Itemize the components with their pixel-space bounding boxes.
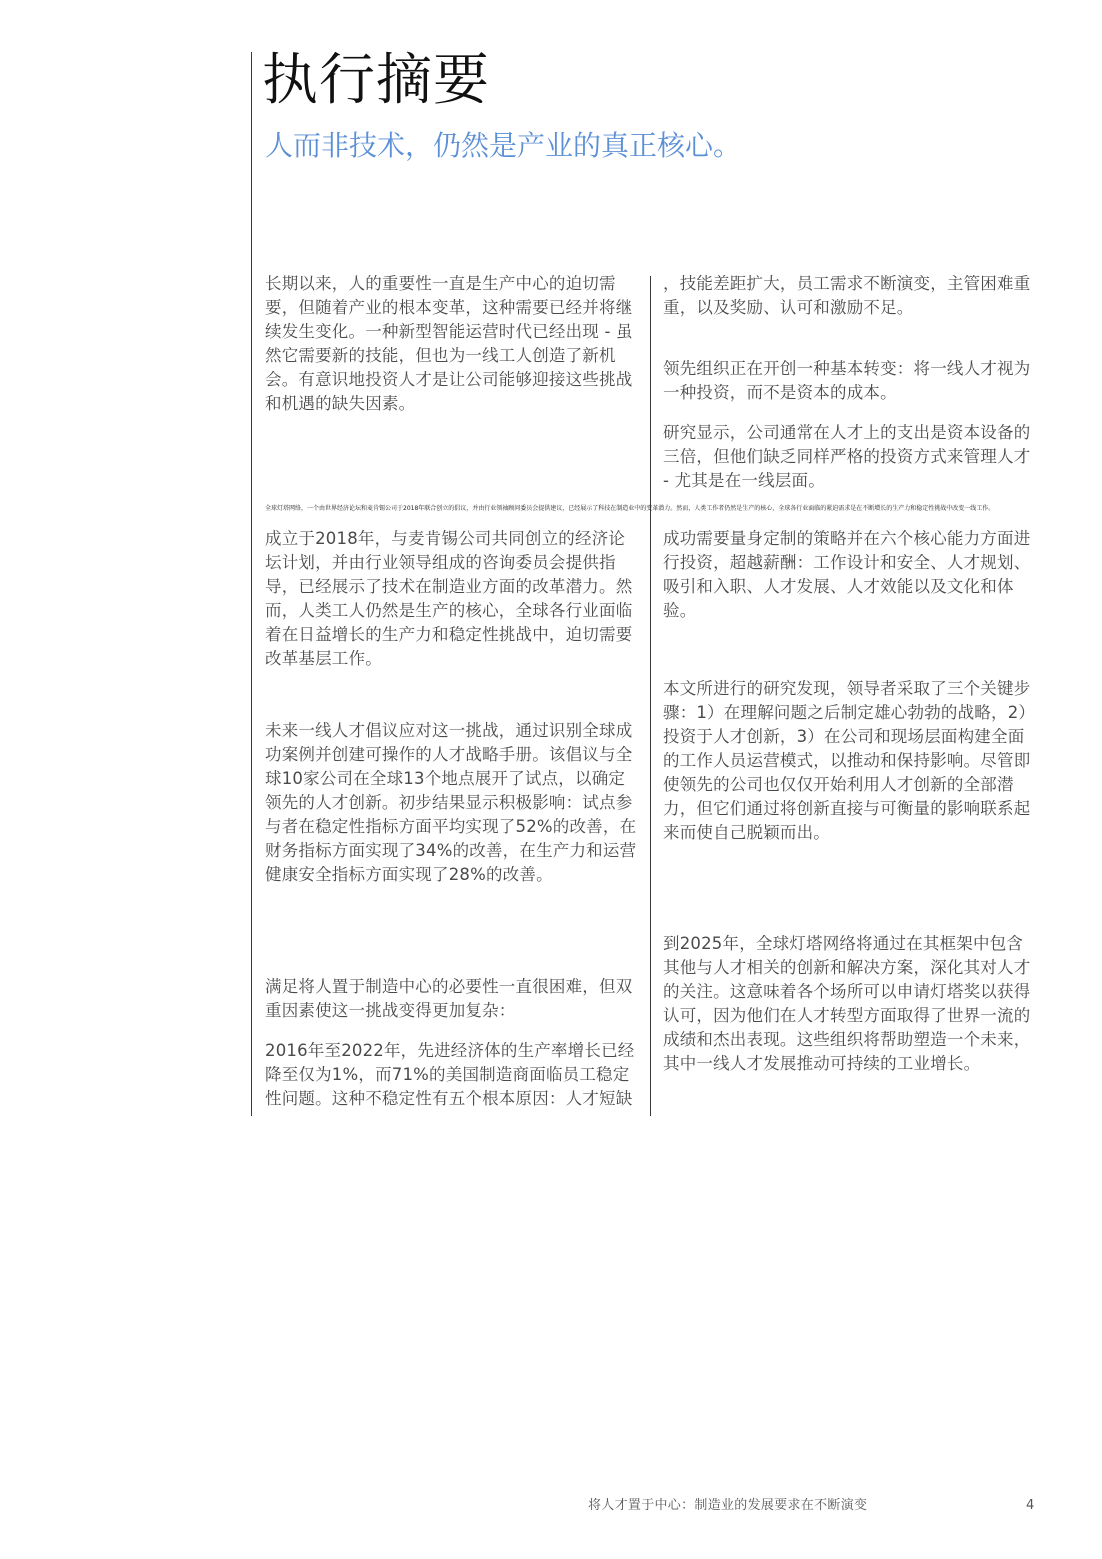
left-vertical-rule bbox=[251, 52, 252, 1116]
right-paragraph-5: 本文所进行的研究发现，领导者采取了三个关键步骤：1）在理解问题之后制定雄心勃勃的战略，2）投资于人才创新，3）在公司和现场层面构建全面的工作人员运营模式，以推动和保持影响。尽管即使领先的公司也仅仅开始利用人才创新的全部潜力，但它们通过将创新直接与可衡量的影响联系起来而使自己脱颖而出。 bbox=[663, 679, 1031, 842]
page-number: 4 bbox=[1026, 1498, 1035, 1513]
right-paragraph-6: 到2025年，全球灯塔网络将通过在其框架中包含其他与人才相关的创新和解决方案，深化其对人才的关注。这意味着各个场所可以申请灯塔奖以获得认可，因为他们在人才转型方面取得了世界一流的成绩和杰出表现。这些组织将帮助塑造一个未来，其中一线人才发展推动可持续的工业增长。 bbox=[663, 934, 1031, 1073]
right-paragraph-1: ，技能差距扩大，员工需求不断演变，主管困难重重，以及奖励、认可和激励不足。 bbox=[663, 274, 1031, 317]
right-paragraph-4: 成功需要量身定制的策略并在六个核心能力方面进行投资，超越薪酬：工作设计和安全、人才规划、吸引和入职、人才发展、人才效能以及文化和体验。 bbox=[663, 529, 1031, 620]
page-title: 执行摘要 bbox=[262, 48, 490, 113]
left-paragraph-5: 2016年至2022年，先进经济体的生产率增长已经降至仅为1%，而71%的美国制造商面临员工稳定性问题。这种不稳定性有五个根本原因：人才短缺 bbox=[265, 1041, 635, 1108]
footnote: 全球灯塔网络，一个由世界经济论坛和麦肯锡公司于2018年联合创立的倡议，并由行业领袖顾问委员会提供建议，已经展示了科技在制造业中的变革潜力。然而，人类工作者仍然是生产的核心，全球各行业面临的紧迫需求是在不断增长的生产力和稳定性挑战中改变一线工作。 bbox=[265, 505, 995, 512]
left-paragraph-3: 未来一线人才倡议应对这一挑战，通过识别全球成功案例并创建可操作的人才战略手册。该倡议与全球10家公司在全球13个地点展开了试点，以确定领先的人才创新。初步结果显示积极影响：试点参与者在稳定性指标方面平均实现了52%的改善，在财务指标方面实现了34%的改善，在生产力和运营健康安全指标方面实现了28%的改善。 bbox=[265, 721, 637, 884]
right-paragraph-2: 领先组织正在开创一种基本转变：将一线人才视为一种投资，而不是资本的成本。 bbox=[663, 359, 1031, 402]
footer-text: 将人才置于中心：制造业的发展要求在不断演变 bbox=[588, 1498, 868, 1513]
right-paragraph-3: 研究显示，公司通常在人才上的支出是资本设备的三倍，但他们缺乏同样严格的投资方式来管理人才 - 尤其是在一线层面。 bbox=[663, 423, 1031, 490]
left-paragraph-2: 成立于2018年，与麦肯锡公司共同创立的经济论坛计划，并由行业领导组成的咨询委员会提供指导，已经展示了技术在制造业方面的改革潜力。然而，人类工人仍然是生产的核心，全球各行业面临着在日益增长的生产力和稳定性挑战中，迫切需要改革基层工作。 bbox=[265, 529, 633, 668]
column-divider bbox=[650, 276, 651, 1116]
left-paragraph-1: 长期以来，人的重要性一直是生产中心的迫切需要，但随着产业的根本变革，这种需要已经并将继续发生变化。一种新型智能运营时代已经出现 - 虽然它需要新的技能，但也为一线工人创造了新机会。有意识地投资人才是让公司能够迎接这些挑战和机遇的缺失因素。 bbox=[265, 274, 633, 413]
page-subtitle: 人而非技术，仍然是产业的真正核心。 bbox=[265, 129, 742, 162]
left-paragraph-4: 满足将人置于制造中心的必要性一直很困难，但双重因素使这一挑战变得更加复杂： bbox=[265, 977, 633, 1020]
